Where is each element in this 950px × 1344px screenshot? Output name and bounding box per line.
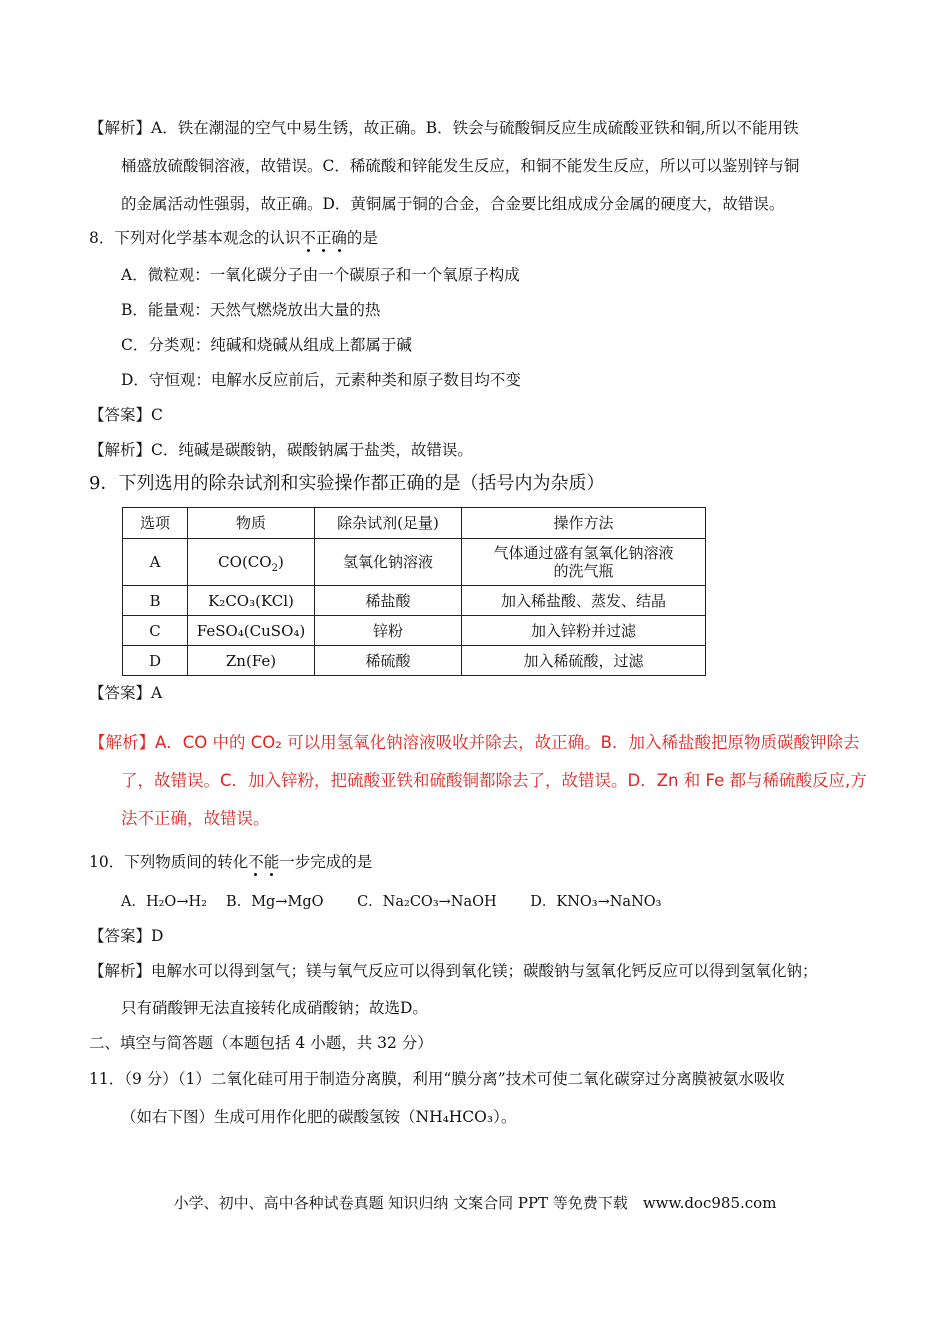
table-row bbox=[123, 539, 706, 586]
table-cell-reagent: 稀硫酸 bbox=[315, 646, 462, 676]
table-cell-method: 加入稀硫酸，过滤 bbox=[462, 646, 706, 676]
table-cell-method: 加入锌粉并过滤 bbox=[462, 616, 706, 646]
substance-text: ) bbox=[277, 553, 284, 571]
q8-stem-emphasis: 正 bbox=[315, 229, 332, 247]
q8-option-d: D．守恒观：电解水反应前后，元素种类和原子数目均不变 bbox=[121, 371, 521, 389]
q8-stem bbox=[89, 228, 378, 248]
q9-stem: 9．下列选用的除杂试剂和实验操作都正确的是（括号内为杂质） bbox=[89, 473, 605, 494]
q10-stem-part: 10．下列物质间的转化 bbox=[89, 853, 249, 871]
q8-option-c: C．分类观：纯碱和烧碱从组成上都属于碱 bbox=[121, 336, 412, 354]
table-header-cell: 除杂试剂(足量) bbox=[315, 508, 462, 539]
q8-option-b: B．能量观：天然气燃烧放出大量的热 bbox=[121, 301, 381, 319]
q8-stem-emphasis: 确 bbox=[331, 229, 347, 247]
table-cell-option: B bbox=[123, 586, 188, 616]
table-cell-reagent: 氢氧化钠溶液 bbox=[315, 539, 462, 586]
table-row bbox=[123, 616, 706, 646]
q10-analysis-line-1: 【解析】电解水可以得到氢气；镁与氧气反应可以得到氧化镁；碳酸钠与氢氧化钙反应可以得到氢氧化钠； bbox=[89, 962, 818, 980]
q10-stem-emphasis: 不 bbox=[248, 853, 264, 871]
q10-options: A．H₂O→H₂ B．Mg→MgO C．Na₂CO₃→NaOH D．KNO₃→NaNO₃ bbox=[121, 894, 662, 910]
q8-stem-part: 8．下列对化学基本观念的认识 bbox=[89, 229, 301, 247]
q8-analysis: 【解析】C．纯碱是碳酸钠，碳酸钠属于盐类，故错误。 bbox=[89, 441, 473, 459]
table-cell-reagent: 锌粉 bbox=[315, 616, 462, 646]
table-cell-substance bbox=[188, 539, 315, 586]
table-cell-option: A bbox=[123, 539, 188, 586]
table-header-cell: 物质 bbox=[188, 508, 315, 539]
section-title: 二、填空与简答题（本题包括 4 小题，共 32 分） bbox=[89, 1034, 433, 1052]
q10-stem bbox=[89, 852, 372, 872]
table-row bbox=[123, 586, 706, 616]
substance-subscript: 2 bbox=[271, 563, 278, 574]
method-line: 的洗气瓶 bbox=[553, 562, 614, 580]
q9-analysis-line-3: 法不正确，故错误。 bbox=[121, 809, 270, 828]
q8-option-a: A．微粒观：一氧化碳分子由一个碳原子和一个氧原子构成 bbox=[121, 266, 520, 284]
q9-answer: 【答案】A bbox=[89, 684, 163, 702]
q9-table bbox=[122, 507, 706, 676]
q8-answer: 【答案】C bbox=[89, 406, 163, 424]
table-header-cell: 选项 bbox=[123, 508, 188, 539]
table-row bbox=[123, 646, 706, 676]
q10-stem-part: 一步完成的是 bbox=[279, 853, 373, 871]
table-cell-method bbox=[462, 539, 706, 586]
q11-line-1: 11．（9 分）（1）二氧化硅可用于制造分离膜，利用“膜分离”技术可使二氧化碳穿过分离膜被氨水吸收 bbox=[89, 1070, 785, 1088]
q7-analysis-line-3: 的金属活动性强弱，故正确。D．黄铜属于铜的合金，合金要比组成成分金属的硬度大，故错误。 bbox=[121, 195, 785, 213]
q7-analysis-line-1: 【解析】A．铁在潮湿的空气中易生锈，故正确。B．铁会与硫酸铜反应生成硫酸亚铁和铜,所以不能用铁 bbox=[89, 119, 799, 137]
q10-stem-emphasis: 能 bbox=[263, 853, 280, 871]
table-header-cell: 操作方法 bbox=[462, 508, 706, 539]
table-cell-substance: FeSO₄(CuSO₄) bbox=[188, 616, 315, 646]
table-cell-option: C bbox=[123, 616, 188, 646]
method-line: 气体通过盛有氢氧化钠溶液 bbox=[493, 544, 674, 562]
q7-analysis-line-2: 桶盛放硫酸铜溶液，故错误。C．稀硫酸和锌能发生反应，和铜不能发生反应，所以可以鉴别锌与铜 bbox=[121, 157, 800, 175]
table-cell-substance: Zn(Fe) bbox=[188, 646, 315, 676]
q11-line-2: （如右下图）生成可用作化肥的碳酸氢铵（NH₄HCO₃）。 bbox=[121, 1108, 517, 1126]
q10-analysis-line-2: 只有硝酸钾无法直接转化成硝酸钠；故选D。 bbox=[121, 999, 428, 1017]
table-header-row bbox=[123, 508, 706, 539]
q9-analysis-line-1: 【解析】A．CO 中的 CO₂ 可以用氢氧化钠溶液吸收并除去，故正确。B．加入稀盐酸把原物质碳酸钾除去 bbox=[89, 733, 860, 752]
table-cell-method: 加入稀盐酸、蒸发、结晶 bbox=[462, 586, 706, 616]
page-footer: 小学、初中、高中各种试卷真题 知识归纳 文案合同 PPT 等免费下载 www.doc985.com bbox=[173, 1194, 777, 1212]
q9-analysis-line-2: 了，故错误。C．加入锌粉，把硫酸亚铁和硫酸铜都除去了，故错误。D．Zn 和 Fe 都与稀硫酸反应,方 bbox=[121, 771, 867, 790]
q10-answer: 【答案】D bbox=[89, 927, 164, 945]
table-cell-option: D bbox=[123, 646, 188, 676]
table-cell-reagent: 稀盐酸 bbox=[315, 586, 462, 616]
q8-stem-emphasis: 不 bbox=[300, 229, 316, 247]
table-cell-substance: K₂CO₃(KCl) bbox=[188, 586, 315, 616]
q8-stem-part: 的是 bbox=[346, 229, 378, 247]
substance-text: CO(CO bbox=[218, 553, 272, 571]
